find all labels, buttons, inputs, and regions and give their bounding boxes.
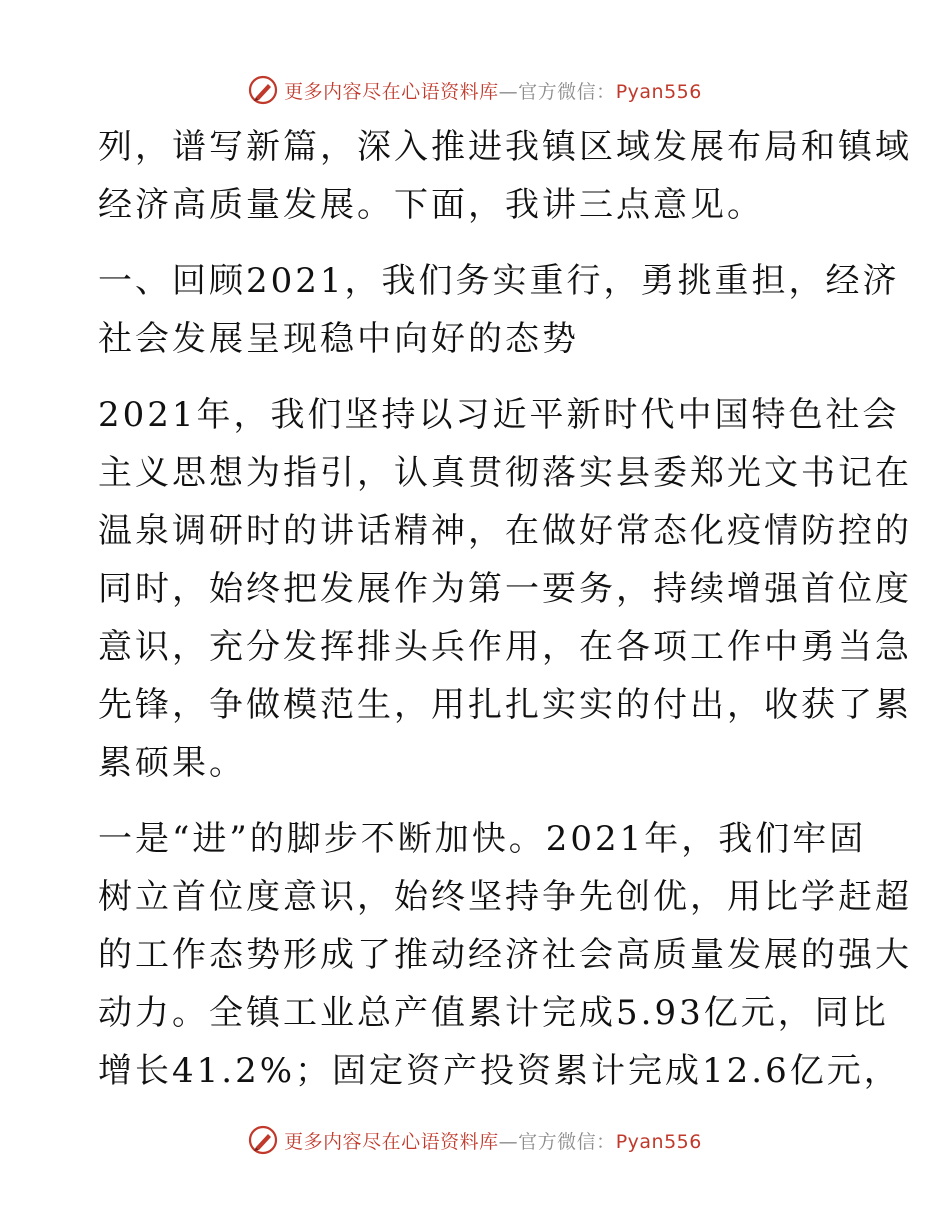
text-line: 一、回顾2021，我们务实重行，勇挑重担，经济 xyxy=(98,261,900,301)
text-line: 树立首位度意识，始终坚持争先创优，用比学赶超 xyxy=(98,877,912,917)
text-line: 主义思想为指引，认真贯彻落实县委郑光文书记在 xyxy=(98,453,912,493)
text-line: 意识，充分发挥排头兵作用，在各项工作中勇当急 xyxy=(98,627,912,667)
paragraph-3 xyxy=(98,386,912,792)
text-line: 增长41.2%；固定资产投资累计完成12.6亿元， xyxy=(98,1051,901,1091)
footer-banner-id: Pyan556 xyxy=(615,1130,702,1153)
text-line: 同时，始终把发展作为第一要务，持续增强首位度 xyxy=(98,569,912,609)
header-banner-text xyxy=(284,77,702,104)
paragraph-4 xyxy=(98,810,912,1100)
footer-banner-main: 更多内容尽在心语资料库 xyxy=(284,1130,499,1153)
text-line: 列，谱写新篇，深入推进我镇区域发展布局和镇域 xyxy=(98,127,912,167)
header-banner-main: 更多内容尽在心语资料库 xyxy=(284,80,499,103)
text-line: 2021年，我们坚持以习近平新时代中国特色社会 xyxy=(98,395,900,435)
pen-logo-icon xyxy=(248,75,278,105)
header-banner-id: Pyan556 xyxy=(615,80,702,103)
text-line: 动力。全镇工业总产值累计完成5.93亿元，同比 xyxy=(98,993,889,1033)
text-line: 的工作态势形成了推动经济社会高质量发展的强大 xyxy=(98,935,912,975)
section-heading xyxy=(98,252,900,368)
paragraph-1 xyxy=(98,118,912,234)
text-line: 先锋，争做模范生，用扎扎实实的付出，收获了累 xyxy=(98,685,912,725)
text-line: 温泉调研时的讲话精神，在做好常态化疫情防控的 xyxy=(98,511,912,551)
document-body xyxy=(98,118,912,1118)
pen-logo-icon xyxy=(248,1125,278,1155)
text-line: 经济高质量发展。下面，我讲三点意见。 xyxy=(98,185,764,225)
text-line: 累硕果。 xyxy=(98,743,246,783)
footer-banner xyxy=(0,1120,950,1160)
text-line: 社会发展呈现稳中向好的态势 xyxy=(98,319,579,359)
text-line: 一是“进”的脚步不断加快。2021年，我们牢固 xyxy=(98,819,867,859)
header-banner xyxy=(0,70,950,110)
header-banner-sep: —官方微信： xyxy=(498,80,616,103)
footer-banner-text xyxy=(284,1127,702,1154)
footer-banner-sep: —官方微信： xyxy=(498,1130,616,1153)
